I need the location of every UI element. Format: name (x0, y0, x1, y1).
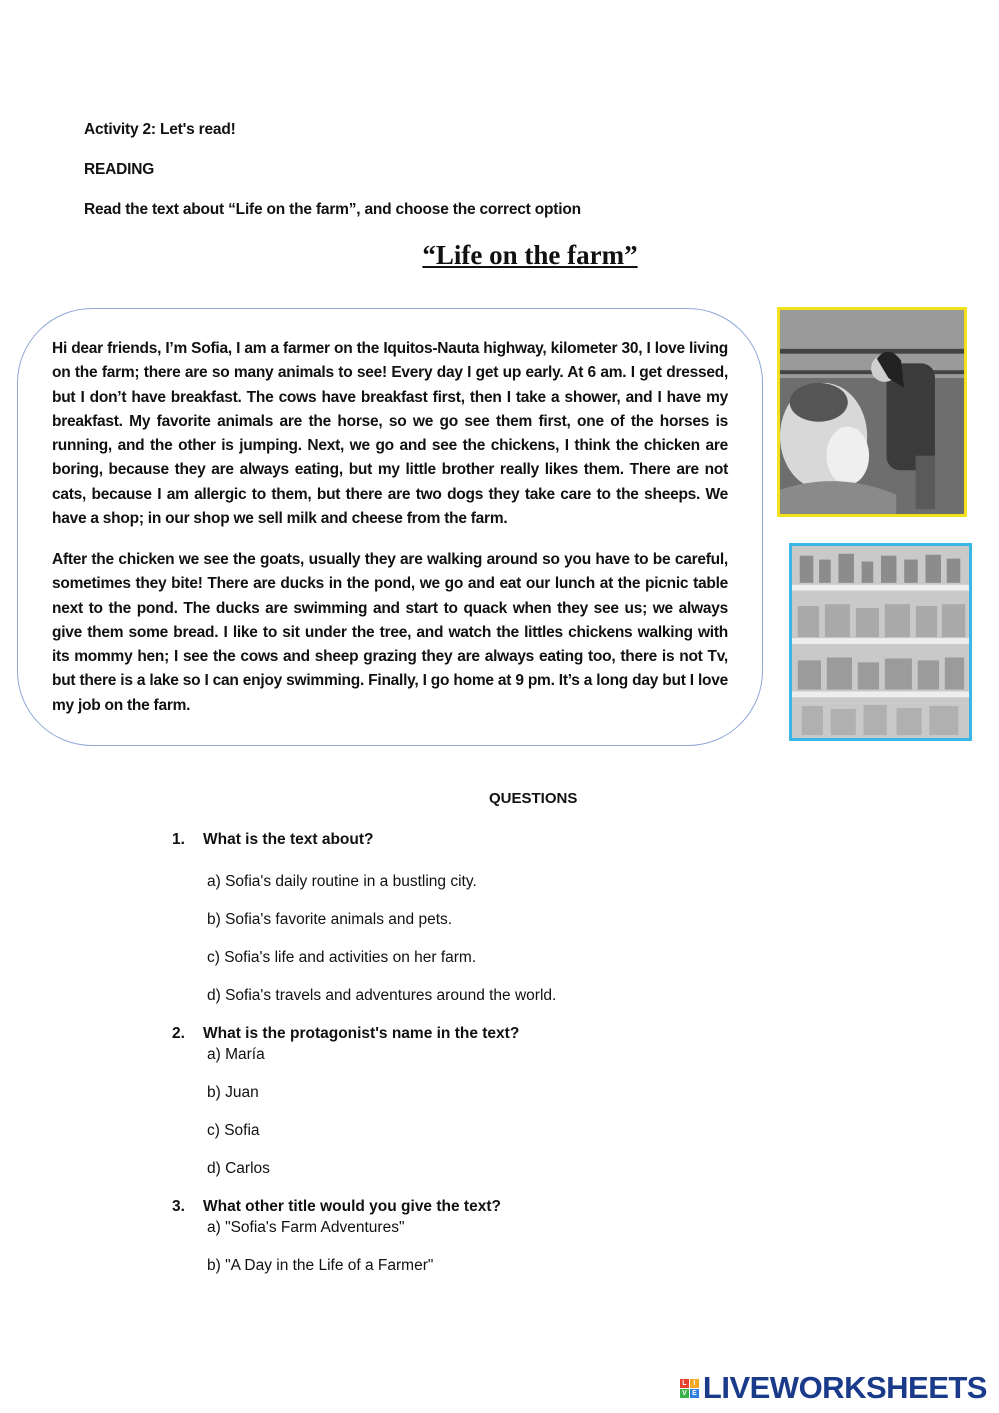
liveworksheets-logo (680, 1370, 987, 1406)
page-title: “Life on the farm” (422, 240, 638, 270)
story-paragraph-1: Hi dear friends, I’m Sofia, I am a farmer on the Iquitos-Nauta highway, kilometer 30, I love living on the farm; there are so many animals to see! Every day I get up early. At 6 am. I get dressed, but I don’t have breakfast. The cows have breakfast first, then I take a shower, and I have my breakfast. My favorite animals are the horse, so we go see them first, one of the horses is running, and the other is jumping. Next, we go and see the chickens, I think the chicken are boring, because they are always eating, but my little brother really likes them. There are not cats, because I am allergic to them, but there are two dogs they take care to the sheeps. We have a shop; in our shop we sell milk and cheese from the farm. (52, 340, 728, 528)
answer-option[interactable]: d) Sofia's travels and adventures around the world. (207, 987, 557, 1004)
activity-heading: Activity 2: Let's read! (84, 121, 236, 138)
logo-block: I (690, 1379, 699, 1388)
question-number: 1. (172, 831, 185, 848)
question-text: What is the text about? (203, 831, 374, 848)
story-paragraph-2: After the chicken we see the goats, usually they are walking around so you have to be careful, sometimes they bite! There are ducks in the pond, we go and eat our lunch at the picnic table next to the pond. The ducks are swimming and start to quack when they see us; we always give them some bread. I like to sit under the tree, and watch the littles chickens walking with its mommy hen; I see the cows and sheep grazing they are always eating too, there is not Tv, but there is a lake so I can enjoy swimming. Finally, I go home at 9 pm. It’s a long day but I love my job on the farm. (52, 551, 728, 714)
shop-photo (789, 543, 972, 741)
answer-option[interactable]: a) María (207, 1046, 265, 1063)
answer-option[interactable]: b) Sofia's favorite animals and pets. (207, 911, 453, 928)
farmer-photo (777, 307, 967, 517)
question-number: 3. (172, 1198, 185, 1215)
logo-block: E (690, 1389, 699, 1398)
question-text: What is the protagonist's name in the text? (203, 1025, 520, 1042)
logo-blocks-icon (680, 1379, 699, 1398)
answer-option[interactable]: b) Juan (207, 1084, 259, 1101)
logo-text: LIVEWORKSHEETS (702, 1370, 987, 1405)
logo-block: L (680, 1379, 689, 1388)
answer-option[interactable]: a) "Sofia's Farm Adventures" (207, 1219, 405, 1236)
question-text: What other title would you give the text? (203, 1198, 501, 1215)
logo-block: V (680, 1389, 689, 1398)
answer-option[interactable]: b) "A Day in the Life of a Farmer" (207, 1257, 434, 1274)
answer-option[interactable]: a) Sofia's daily routine in a bustling city. (207, 873, 477, 890)
questions-heading: QUESTIONS (489, 790, 578, 807)
answer-option[interactable]: c) Sofia's life and activities on her farm. (207, 949, 477, 966)
question-number: 2. (172, 1025, 185, 1042)
answer-option[interactable]: d) Carlos (207, 1160, 270, 1177)
section-heading: READING (84, 161, 155, 178)
answer-option[interactable]: c) Sofia (207, 1122, 260, 1139)
instruction-text: Read the text about “Life on the farm”, and choose the correct option (84, 201, 581, 218)
